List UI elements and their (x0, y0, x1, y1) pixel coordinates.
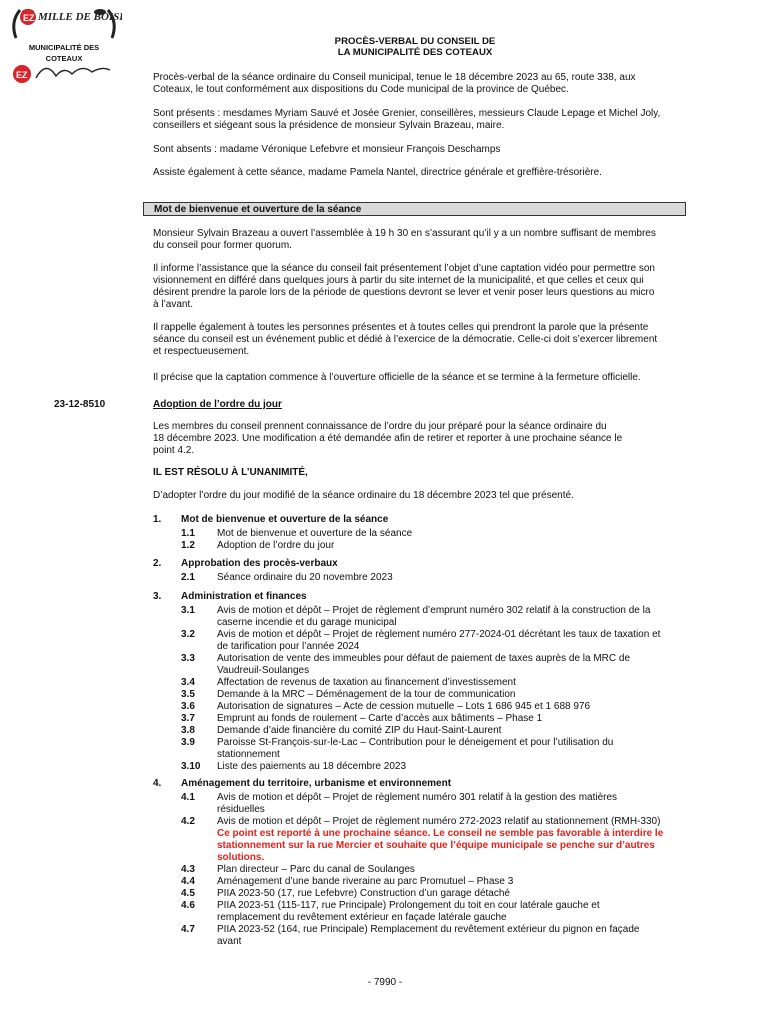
agenda-item-number: 3.2 (181, 629, 195, 640)
svg-text:EZ: EZ (23, 13, 35, 23)
title-line-1: PROCÈS-VERBAL DU CONSEIL DE (334, 36, 496, 47)
text-line: PIIA 2023-52 (164, rue Principale) Remplacement du revêtement extérieur du pignon en façade (217, 924, 640, 935)
agenda-item (217, 701, 680, 713)
agenda-item-number: 4.2 (181, 816, 195, 827)
text-line: Affectation de revenus de taxation au financement d’investissement (217, 677, 516, 688)
org-line-1: MUNICIPALITÉ DES (28, 43, 100, 52)
agenda-section-number: 4. (153, 778, 162, 789)
text-line: avant (217, 936, 242, 947)
agenda-item (217, 629, 680, 653)
text-line: Sont présents : mesdames Myriam Sauvé et Josée Grenier, conseillères, messieurs Claude Lepage et Michel Joly, (153, 108, 661, 119)
agenda-section-number: 1. (153, 514, 162, 525)
text-line: Avis de motion et dépôt – Projet de règlement numéro 301 relatif à la gestion des matières (217, 792, 618, 803)
text-line: Il informe l’assistance que la séance du conseil fait présentement l’objet d’une captation vidéo pour permettre son (153, 263, 655, 274)
agenda-item (217, 677, 680, 689)
text-line: point 4.2. (153, 445, 195, 456)
opening-paragraph-3 (153, 322, 680, 358)
agenda-item (217, 900, 680, 924)
text-line: Séance ordinaire du 20 novembre 2023 (217, 572, 393, 583)
text-line: visionnement en différé dans quelques jours à partir du site internet de la municipalité, et que celles et ceux qui (153, 275, 644, 286)
intro-paragraph-3 (153, 144, 680, 156)
agenda-item-number: 3.6 (181, 701, 195, 712)
agenda-item (217, 605, 680, 629)
text-line: à l’avant. (153, 299, 194, 310)
agenda-section-number: 2. (153, 558, 162, 569)
text-line: Monsieur Sylvain Brazeau a ouvert l’assemblée à 19 h 30 en s’assurant qu’il y a un nombre suffisant de membres (153, 228, 656, 239)
agenda-item-number: 3.10 (181, 761, 201, 772)
intro-paragraph-4 (153, 167, 680, 179)
text-line: Liste des paiements au 18 décembre 2023 (217, 761, 407, 772)
text-line: séance du conseil est un événement public et dédié à l’exercice de la démocratie. Celle-ci doit s’exercer librement (153, 334, 658, 345)
agenda-item (217, 761, 680, 773)
agenda-item (217, 689, 680, 701)
agenda-item-number: 2.1 (181, 572, 195, 583)
text-line: 18 décembre 2023. Une modification a été demandée afin de retirer et reporter à une prochaine séance le (153, 433, 623, 444)
agenda-item-number: 3.3 (181, 653, 195, 664)
text-line: résiduelles (217, 804, 265, 815)
deferral-note: solutions. (217, 852, 265, 863)
text-line: Plan directeur – Parc du canal de Soulanges (217, 864, 415, 875)
text-line: désirent prendre la parole lors de la période de questions devront se lever et venir poser leurs questions au micro (153, 287, 655, 298)
resolution-text (153, 421, 680, 457)
text-line: Assiste également à cette séance, madame Pamela Nantel, directrice générale et greffière-trésorière. (153, 167, 602, 178)
agenda-item-number: 3.9 (181, 737, 195, 748)
text-line: Aménagement d’une bande riveraine au parc Promutuel – Phase 3 (217, 876, 514, 887)
agenda-item (217, 737, 680, 761)
deferral-note: stationnement sur la rue Mercier et souhaite que l’équipe municipale se penche sur d’autres (217, 840, 655, 851)
agenda-item (217, 725, 680, 737)
text-line: Demande d’aide financière du comité ZIP du Haut-Saint-Laurent (217, 725, 502, 736)
text-line: Coteaux, le tout conformément aux dispositions du Code municipal de la province de Québec. (153, 84, 569, 95)
municipality-logo (6, 4, 122, 100)
svg-text:EZ: EZ (16, 70, 28, 80)
resolution-adopt: D’adopter l’ordre du jour modifié de la séance ordinaire du 18 décembre 2023 tel que présenté. (153, 490, 574, 501)
agenda-item-number: 3.7 (181, 713, 195, 724)
text-line: Autorisation de signatures – Acte de cession mutuelle – Lots 1 686 945 et 1 688 976 (217, 701, 591, 712)
agenda-item-number: 1.1 (181, 528, 195, 539)
agenda-item (217, 792, 680, 816)
page-number: - 7990 - (367, 977, 403, 988)
agenda-item-number: 1.2 (181, 540, 195, 551)
resolution-heading: Adoption de l’ordre du jour (153, 399, 282, 410)
opening-paragraph-1 (153, 228, 680, 252)
text-line: conseillers et siégeant sous la présidence de monsieur Sylvain Brazeau, maire. (153, 120, 505, 131)
text-line: Paroisse St-François-sur-le-Lac – Contribution pour le déneigement et pour l’utilisation du (217, 737, 614, 748)
text-line: Vaudreuil-Soulanges (217, 665, 310, 676)
text-line: Demande à la MRC – Déménagement de la tour de communication (217, 689, 516, 700)
agenda-item-number: 4.5 (181, 888, 195, 899)
opening-paragraph-4 (153, 372, 680, 384)
text-line: stationnement (217, 749, 280, 760)
text-line: Procès-verbal de la séance ordinaire du Conseil municipal, tenue le 18 décembre 2023 au 65, route 338, aux (153, 72, 636, 83)
agenda-section-number: 3. (153, 591, 162, 602)
title-line-2: LA MUNICIPALITÉ DES COTEAUX (337, 47, 493, 58)
agenda-item (217, 528, 680, 540)
agenda-item (217, 888, 680, 900)
resolution-number: 23-12-8510 (54, 399, 106, 410)
text-line: Il précise que la captation commence à l’ouverture officielle de la séance et se termine à la fermeture officielle. (153, 372, 641, 383)
text-line: Les membres du conseil prennent connaissance de l’ordre du jour préparé pour la séance ordinaire du (153, 421, 607, 432)
text-line: Avis de motion et dépôt – Projet de règlement numéro 277-2024-01 décrétant les taux de taxation et (217, 629, 661, 640)
agenda-item (217, 816, 680, 864)
text-line: caserne incendie et du garage municipal (217, 617, 397, 628)
agenda-section-title: Approbation des procès-verbaux (181, 558, 338, 569)
text-line: PIIA 2023-51 (115-117, rue Principale) Prolongement du toit en cour latérale gauche et (217, 900, 600, 911)
text-line: Avis de motion et dépôt – Projet de règlement numéro 272-2023 relatif au stationnement (RMH-330) (217, 816, 661, 827)
text-line: Mot de bienvenue et ouverture de la séance (217, 528, 413, 539)
svg-text:MILLE DE BOISIE: MILLE DE BOISIE (38, 11, 122, 23)
agenda-item-number: 4.7 (181, 924, 195, 935)
agenda-item (217, 653, 680, 677)
org-name (22, 42, 106, 64)
text-line: Sont absents : madame Véronique Lefebvre et monsieur François Deschamps (153, 144, 501, 155)
text-line: Emprunt au fonds de roulement – Carte d’accès aux bâtiments – Phase 1 (217, 713, 543, 724)
agenda-item (217, 876, 680, 888)
agenda-item (217, 540, 680, 552)
opening-paragraph-2 (153, 263, 680, 311)
agenda-item-number: 4.4 (181, 876, 195, 887)
agenda-item-number: 3.4 (181, 677, 195, 688)
agenda-item (217, 572, 680, 584)
intro-paragraph-2 (153, 108, 680, 132)
section-title: Mot de bienvenue et ouverture de la séance (154, 204, 362, 215)
text-line: Avis de motion et dépôt – Projet de règlement d’emprunt numéro 302 relatif à la construction de la (217, 605, 651, 616)
agenda-item (217, 924, 680, 948)
agenda-item-number: 4.6 (181, 900, 195, 911)
agenda-item-number: 3.5 (181, 689, 195, 700)
signature-icon (36, 68, 110, 78)
text-line: et respectueusement. (153, 346, 250, 357)
agenda-item (217, 713, 680, 725)
agenda-item-number: 4.1 (181, 792, 195, 803)
page-title (150, 36, 680, 58)
text-line: Il rappelle également à toutes les personnes présentes et à toutes celles qui prendront la parole que la présente (153, 322, 649, 333)
org-line-2: COTEAUX (45, 54, 83, 63)
agenda-section-title: Mot de bienvenue et ouverture de la séance (181, 514, 389, 525)
agenda-item-number: 3.1 (181, 605, 195, 616)
text-line: Adoption de l’ordre du jour (217, 540, 335, 551)
text-line: PIIA 2023-50 (17, rue Lefebvre) Construction d’un garage détaché (217, 888, 510, 899)
agenda-section-title: Aménagement du territoire, urbanisme et environnement (181, 778, 452, 789)
text-line: du conseil pour former quorum. (153, 240, 292, 251)
text-line: remplacement du revêtement extérieur en façade latérale gauche (217, 912, 507, 923)
deferral-note: Ce point est reporté à une prochaine séance. Le conseil ne semble pas favorable à interdire le (217, 828, 664, 839)
agenda-item-number: 4.3 (181, 864, 195, 875)
text-line: Autorisation de vente des immeubles pour défaut de paiement de taxes auprès de la MRC de (217, 653, 631, 664)
section-header-bar (143, 202, 686, 216)
agenda-item-number: 3.8 (181, 725, 195, 736)
agenda-item (217, 864, 680, 876)
text-line: de tarification pour l’année 2024 (217, 641, 360, 652)
resolution-resolved: IL EST RÉSOLU À L’UNANIMITÉ, (153, 467, 308, 478)
agenda-section-title: Administration et finances (181, 591, 307, 602)
intro-paragraph-1 (153, 72, 680, 96)
